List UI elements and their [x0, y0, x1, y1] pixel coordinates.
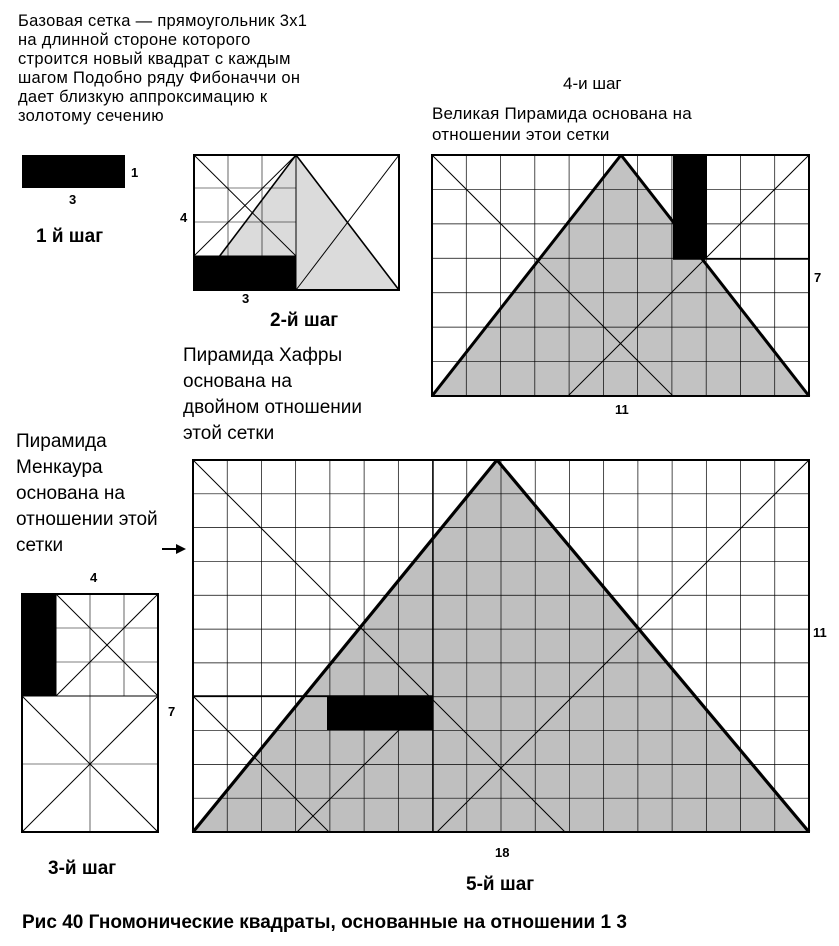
step2-width-label: 3 [242, 291, 250, 306]
step2-title: 2-й шаг [270, 310, 339, 331]
step2-grid [194, 155, 399, 290]
step4-title: 4-и шаг [563, 74, 622, 93]
step5-title: 5-й шаг [466, 874, 535, 895]
step5-height-label: 11 [813, 625, 827, 640]
step2-base-rect [194, 256, 296, 290]
step5-width-label: 18 [495, 845, 510, 860]
step3-title: 3-й шаг [48, 858, 117, 879]
step4-note: Великая Пирамида основана на отношении этои сетки [432, 104, 692, 144]
step3-height-label: 7 [168, 704, 176, 719]
step4-height-label: 7 [814, 270, 822, 285]
step4-width-label: 11 [615, 402, 629, 417]
step1-height-label: 1 [131, 165, 139, 180]
step4-pyramid-shade [432, 155, 809, 396]
step4-base-rect [673, 155, 707, 259]
step1-width-label: 3 [69, 192, 77, 207]
arrow-icon [162, 544, 186, 554]
step3-width-label: 4 [90, 570, 98, 585]
step4-grid [432, 155, 809, 396]
step3-note: Пирамида Менкаура основана на отношении этой сетки [16, 431, 158, 556]
step3-grid [22, 594, 158, 832]
step5-note: Пирамида Хафры основана на двойном отношении этой сетки [183, 345, 362, 444]
figure-caption: Рис 40 Гномонические квадраты, основанные на отношении 1 3 [22, 912, 627, 933]
step3-base-rect [22, 594, 56, 696]
step1-title: 1 й шаг [36, 226, 104, 247]
step5-grid [193, 460, 809, 832]
step1-base-rect [22, 155, 125, 188]
intro-text: Базовая сетка — прямоугольник 3х1 на длинной стороне которого строится новый квадрат с каждым шагом Подобно ряду Фибоначчи он дает близкую аппроксимацию к золотому сечению [18, 12, 308, 125]
step2-height-label: 4 [180, 210, 188, 225]
step1-grid [22, 155, 125, 188]
step5-base-rect [327, 696, 433, 730]
